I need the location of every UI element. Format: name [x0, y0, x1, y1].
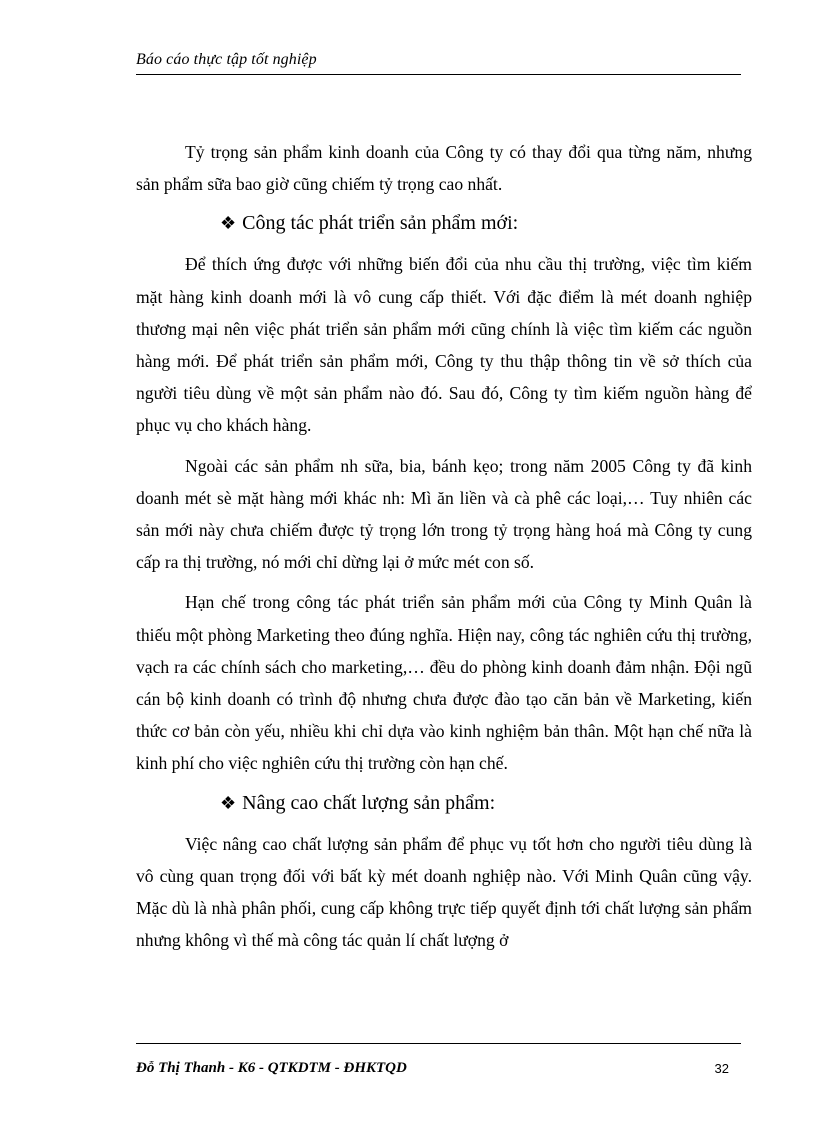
footer-author: Đỗ Thị Thanh - K6 - QTKDTM - ĐHKTQD: [136, 1060, 407, 1076]
paragraph-5: Việc nâng cao chất lượng sản phẩm để phục vụ tốt hơn cho người tiêu dùng là vô cùng quan trọng đối với bất kỳ mét doanh nghiệp nào. Với Minh Quân cũng vậy. Mặc dù là nhà phân phối, cung cấp không trực tiếp quyết định tới chất lượng sản phẩm nhưng không vì thế mà công tác quản lí chất lượng ở: [136, 833, 752, 951]
section-heading-2-text: Nâng cao chất lượng sản phẩm:: [242, 791, 496, 814]
paragraph-3: Ngoài các sản phẩm nh sữa, bia, bánh kẹo; trong năm 2005 Công ty đã kinh doanh mét sè mặt hàng mới khác nh: Mì ăn liền và cà phê các loại,… Tuy nhiên các sản mới này chưa chiếm được tỷ trọng lớn trong tỷ trọng hàng hoá mà Công ty cung cấp ra thị trường, nó mới chỉ dừng lại ở mức mét con số.: [136, 455, 752, 573]
page-footer: [136, 1043, 741, 1076]
page-body: [136, 136, 752, 964]
header-title: Báo cáo thực tập tốt nghiệp: [136, 51, 317, 68]
page-header: [136, 50, 741, 75]
section-heading-1-text: Công tác phát triển sản phẩm mới:: [242, 212, 519, 235]
diamond-bullet-icon: ❖: [220, 792, 237, 813]
paragraph-2: Để thích ứng được với những biến đổi của nhu cầu thị trường, việc tìm kiếm mặt hàng kinh doanh mới là vô cung cấp thiết. Với đặc điểm là mét doanh nghiệp thương mại nên việc phát triển sản phẩm mới cũng chính là việc tìm kiếm các nguồn hàng mới. Để phát triển sản phẩm mới, Công ty thu thập thông tin về sở thích của người tiêu dùng về một sản phẩm nào đó. Sau đó, Công ty tìm kiếm nguồn hàng để phục vụ cho khách hàng.: [136, 254, 752, 436]
page-number: 32: [714, 1061, 729, 1076]
section-heading-1: [220, 208, 752, 238]
diamond-bullet-icon: ❖: [220, 213, 237, 234]
section-heading-2: [220, 788, 752, 818]
paragraph-4: Hạn chế trong công tác phát triển sản phẩm mới của Công ty Minh Quân là thiếu một phòng Marketing theo đúng nghĩa. Hiện nay, công tác nghiên cứu thị trường, vạch ra các chính sách cho marketing,… đều do phòng kinh doanh đảm nhận. Đội ngũ cán bộ kinh doanh có trình độ nhưng chưa được đào tạo căn bản về Marketing, kiến thức cơ bản còn yếu, nhiều khi chỉ dựa vào kinh nghiệm bản thân. Một hạn chế nữa là kinh phí cho việc nghiên cứu thị trường còn hạn chế.: [136, 592, 752, 774]
paragraph-1: Tỷ trọng sản phẩm kinh doanh của Công ty có thay đổi qua từng năm, nhưng sản phẩm sữa bao giờ cũng chiếm tỷ trọng cao nhất.: [136, 142, 752, 195]
